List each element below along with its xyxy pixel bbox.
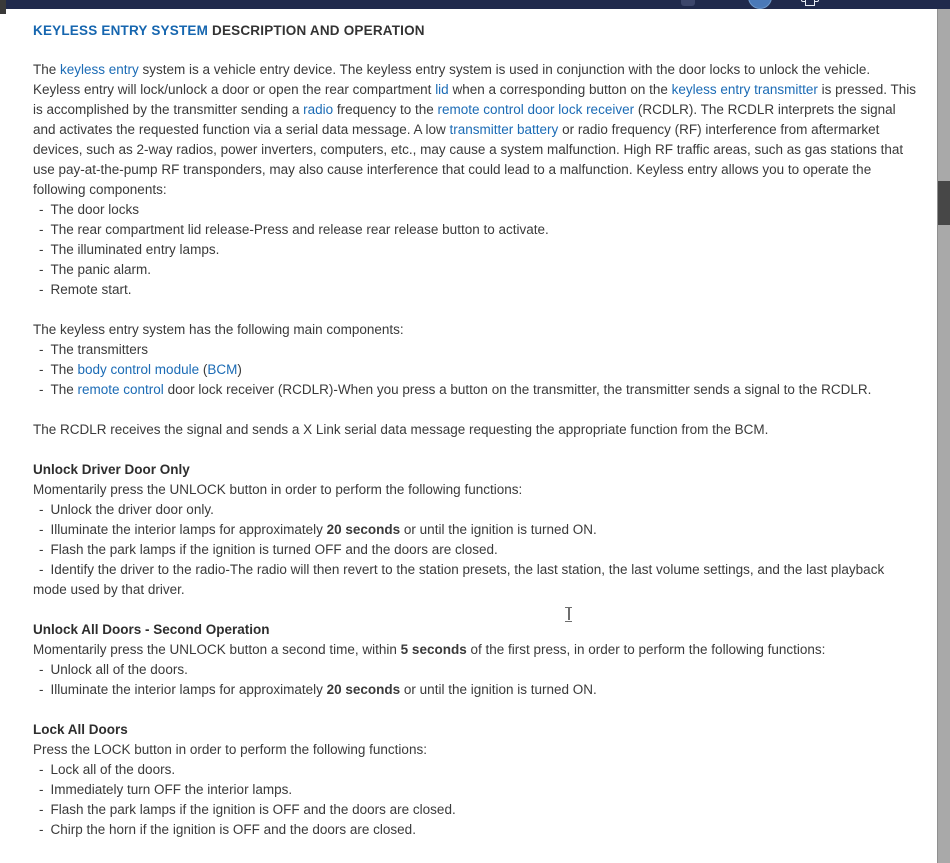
bullet-dash: - (39, 262, 44, 277)
inline-link[interactable]: remote control door lock receiver (437, 102, 635, 117)
bullet-list (33, 760, 919, 840)
bullet-dash: - (39, 382, 44, 397)
bullet-dash: - (39, 562, 44, 577)
text-segment: The transmitters (50, 342, 149, 357)
list-item (33, 240, 919, 260)
text-segment: The keyless entry system has the following main components: (33, 322, 404, 337)
inline-link[interactable]: body control module (77, 362, 200, 377)
print-icon-paper (805, 0, 815, 6)
bold-text: 20 seconds (326, 682, 401, 697)
list-item (33, 500, 919, 520)
text-segment: Remote start. (50, 282, 132, 297)
list-item (33, 220, 919, 240)
bullet-list (33, 660, 919, 700)
text-segment: or until the ignition is turned ON. (400, 682, 597, 697)
text-segment: ) (237, 362, 242, 377)
bullet-dash: - (39, 542, 44, 557)
inline-link[interactable]: radio (303, 102, 334, 117)
title-rest: DESCRIPTION AND OPERATION (208, 23, 425, 38)
list-item (33, 260, 919, 280)
text-segment: Illuminate the interior lamps for approximately (50, 682, 327, 697)
bullet-dash: - (39, 522, 44, 537)
spacer (33, 700, 919, 720)
bullet-dash: - (39, 662, 44, 677)
section-heading: Lock All Doors (33, 722, 128, 737)
text-segment: door lock receiver (RCDLR)-When you press a button on the transmitter, the transmitter sends a signal to the RCDLR. (163, 382, 872, 397)
bullet-list (33, 500, 919, 600)
bold-text: 20 seconds (326, 522, 401, 537)
list-item (33, 200, 919, 220)
list-item (33, 540, 919, 560)
text-segment: Momentarily press the UNLOCK button in order to perform the following functions: (33, 482, 523, 497)
list-item (33, 340, 919, 360)
list-item (33, 280, 919, 300)
paragraph (33, 740, 919, 760)
text-segment: The illuminated entry lamps. (50, 242, 220, 257)
text-segment: Unlock the driver door only. (50, 502, 214, 517)
inline-link[interactable]: transmitter battery (449, 122, 559, 137)
spacer (33, 300, 919, 320)
bullet-dash: - (39, 762, 44, 777)
list-item (33, 360, 919, 380)
list-item (33, 680, 919, 700)
text-segment: The rear compartment lid release-Press and release rear release button to activate. (50, 222, 549, 237)
section-heading: Unlock All Doors - Second Operation (33, 622, 270, 637)
text-segment: Immediately turn OFF the interior lamps. (50, 782, 293, 797)
vertical-scrollbar[interactable] (937, 9, 950, 863)
text-segment: The door locks (50, 202, 140, 217)
avatar-icon[interactable] (748, 0, 772, 9)
text-segment: when a corresponding button on the (448, 82, 672, 97)
print-icon[interactable] (799, 0, 821, 7)
text-segment: Press the LOCK button in order to perform the following functions: (33, 742, 427, 757)
list-item (33, 380, 919, 400)
bullet-dash: - (39, 342, 44, 357)
list-item (33, 520, 919, 540)
bullet-dash: - (39, 282, 44, 297)
bullet-dash: - (39, 822, 44, 837)
text-segment: (RCDLR). The RCDLR interprets the signal and activates the requested function via a serial data message. A low (33, 102, 896, 137)
title-link[interactable]: KEYLESS ENTRY SYSTEM (33, 23, 209, 38)
text-segment: system is a vehicle entry device. The keyless entry system is used in conjunction with the door locks to unlock the vehicle. Keyless entry will lock/unlock a door or open the rear compartment (33, 62, 871, 97)
list-item (33, 560, 919, 600)
bullet-dash: - (39, 202, 44, 217)
inline-link[interactable]: remote control (77, 382, 164, 397)
bold-text: 5 seconds (400, 642, 467, 657)
text-segment: is pressed. This is accomplished by the transmitter sending a (33, 82, 916, 117)
inline-link[interactable]: BCM (207, 362, 238, 377)
text-segment: Illuminate the interior lamps for approximately (50, 522, 327, 537)
text-segment: The (33, 62, 61, 77)
paragraph (33, 320, 919, 340)
text-segment: Flash the park lamps if the ignition is OFF and the doors are closed. (50, 802, 456, 817)
list-item (33, 760, 919, 780)
document-body (33, 60, 919, 840)
bullet-dash: - (39, 362, 44, 377)
text-segment: Momentarily press the UNLOCK button a second time, within (33, 642, 401, 657)
top-toolbar (0, 0, 950, 9)
bullet-dash: - (39, 242, 44, 257)
text-segment: The (50, 382, 78, 397)
inline-link[interactable]: lid (435, 82, 449, 97)
text-segment: Lock all of the doors. (50, 762, 176, 777)
text-segment: Identify the driver to the radio-The radio will then revert to the station presets, the last station, the last volume settings, and the last playback mode used by that driver. (33, 562, 885, 597)
text-segment: The RCDLR receives the signal and sends a X Link serial data message requesting the appropriate function from the BCM. (33, 422, 769, 437)
bullet-dash: - (39, 682, 44, 697)
text-segment: The panic alarm. (50, 262, 152, 277)
spacer (33, 600, 919, 620)
paragraph (33, 60, 919, 200)
document-page (0, 9, 937, 863)
list-item (33, 800, 919, 820)
spacer (33, 400, 919, 420)
text-segment: The (50, 362, 78, 377)
window-corner (0, 0, 6, 14)
bullet-dash: - (39, 502, 44, 517)
text-segment: frequency to the (333, 102, 438, 117)
paragraph (33, 640, 919, 660)
text-segment: of the first press, in order to perform the following functions: (466, 642, 826, 657)
list-item (33, 820, 919, 840)
paragraph (33, 480, 919, 500)
inline-link[interactable]: keyless entry (60, 62, 139, 77)
bullet-dash: - (39, 222, 44, 237)
text-segment: Chirp the horn if the ignition is OFF and the doors are closed. (50, 822, 416, 837)
bullet-dash: - (39, 782, 44, 797)
list-item (33, 780, 919, 800)
bullet-dash: - (39, 802, 44, 817)
text-segment: Unlock all of the doors. (50, 662, 188, 677)
inline-link[interactable]: keyless entry transmitter (671, 82, 818, 97)
partial-menu-icon[interactable] (681, 0, 695, 6)
bullet-list (33, 200, 919, 300)
paragraph (33, 420, 919, 440)
text-segment: ( (199, 362, 208, 377)
text-segment: Flash the park lamps if the ignition is turned OFF and the doors are closed. (50, 542, 498, 557)
bullet-list (33, 340, 919, 400)
spacer (33, 440, 919, 460)
scrollbar-thumb[interactable] (938, 181, 950, 225)
text-segment: or until the ignition is turned ON. (400, 522, 597, 537)
text-segment: or radio frequency (RF) interference from aftermarket devices, such as 2-way radios, power inverters, computers, etc., may cause a system malfunction. High RF traffic areas, such as gas stations that use pay-at-the-pump RF transponders, may also cause interference that could lead to a malfunction. Keyless entry allows you to operate the following components: (33, 122, 904, 197)
section-heading: Unlock Driver Door Only (33, 462, 190, 477)
list-item (33, 660, 919, 680)
page-title (33, 23, 919, 39)
